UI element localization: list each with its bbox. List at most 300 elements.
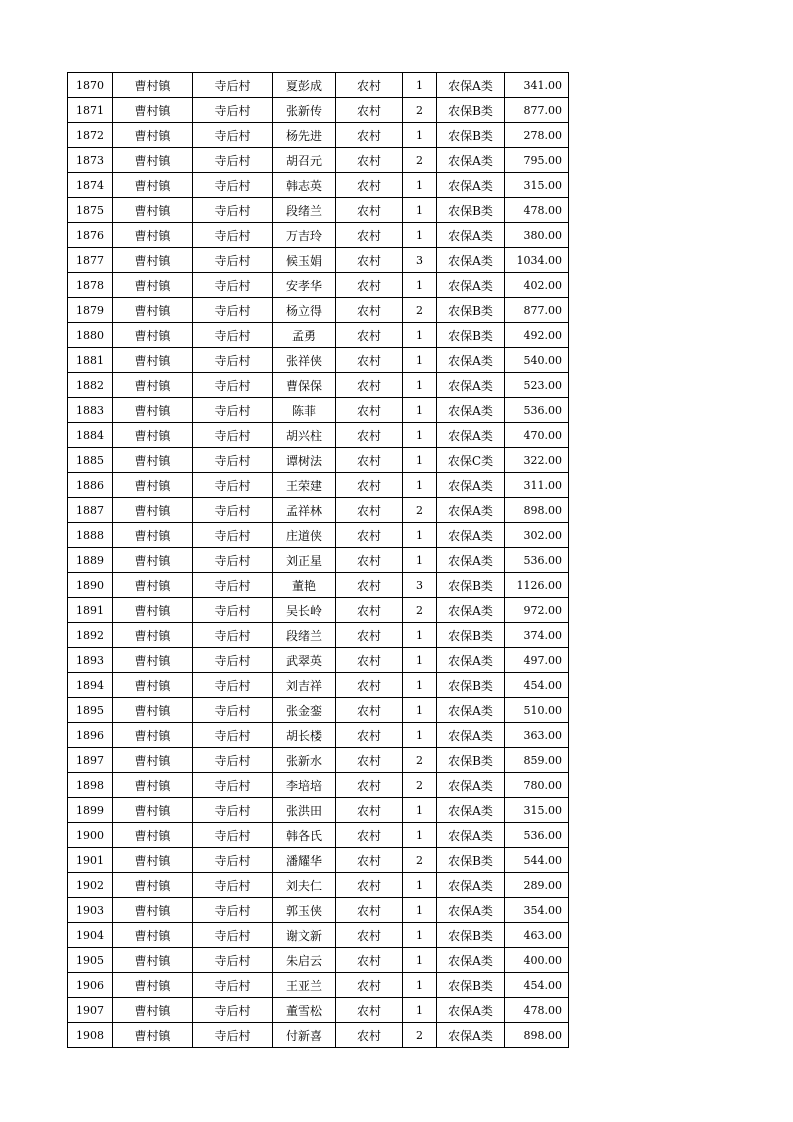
table-row (68, 748, 569, 773)
amount-cell: 859.00 (505, 748, 569, 773)
row-id-cell: 1871 (68, 98, 113, 123)
town-cell: 曹村镇 (113, 248, 193, 273)
village-cell: 寺后村 (193, 348, 273, 373)
amount-cell: 315.00 (505, 173, 569, 198)
insurance-category-cell: 农保A类 (437, 148, 505, 173)
person-name-cell: 孟祥林 (273, 498, 336, 523)
village-cell: 寺后村 (193, 998, 273, 1023)
village-cell: 寺后村 (193, 548, 273, 573)
household-count-cell: 1 (403, 873, 437, 898)
insurance-category-cell: 农保B类 (437, 973, 505, 998)
table-row (68, 123, 569, 148)
row-id-cell: 1895 (68, 698, 113, 723)
town-cell: 曹村镇 (113, 773, 193, 798)
insurance-category-cell: 农保A类 (437, 523, 505, 548)
village-cell: 寺后村 (193, 523, 273, 548)
household-count-cell: 1 (403, 623, 437, 648)
table-row (68, 523, 569, 548)
area-type-cell: 农村 (336, 373, 403, 398)
village-cell: 寺后村 (193, 723, 273, 748)
amount-cell: 463.00 (505, 923, 569, 948)
amount-cell: 454.00 (505, 673, 569, 698)
insurance-category-cell: 农保A类 (437, 223, 505, 248)
insurance-category-cell: 农保A类 (437, 498, 505, 523)
row-id-cell: 1892 (68, 623, 113, 648)
row-id-cell: 1887 (68, 498, 113, 523)
area-type-cell: 农村 (336, 698, 403, 723)
row-id-cell: 1896 (68, 723, 113, 748)
household-count-cell: 3 (403, 573, 437, 598)
town-cell: 曹村镇 (113, 648, 193, 673)
table-row (68, 223, 569, 248)
row-id-cell: 1886 (68, 473, 113, 498)
insurance-category-cell: 农保A类 (437, 873, 505, 898)
household-count-cell: 1 (403, 223, 437, 248)
town-cell: 曹村镇 (113, 848, 193, 873)
town-cell: 曹村镇 (113, 473, 193, 498)
town-cell: 曹村镇 (113, 148, 193, 173)
village-cell: 寺后村 (193, 623, 273, 648)
amount-cell: 311.00 (505, 473, 569, 498)
amount-cell: 400.00 (505, 948, 569, 973)
insurance-category-cell: 农保B类 (437, 123, 505, 148)
insurance-category-cell: 农保A类 (437, 423, 505, 448)
table-row (68, 398, 569, 423)
table-row (68, 248, 569, 273)
area-type-cell: 农村 (336, 948, 403, 973)
area-type-cell: 农村 (336, 423, 403, 448)
household-count-cell: 1 (403, 273, 437, 298)
amount-cell: 536.00 (505, 548, 569, 573)
person-name-cell: 武翠英 (273, 648, 336, 673)
household-count-cell: 1 (403, 998, 437, 1023)
amount-cell: 374.00 (505, 623, 569, 648)
area-type-cell: 农村 (336, 998, 403, 1023)
table-row (68, 148, 569, 173)
insurance-category-cell: 农保A类 (437, 548, 505, 573)
town-cell: 曹村镇 (113, 448, 193, 473)
area-type-cell: 农村 (336, 523, 403, 548)
row-id-cell: 1904 (68, 923, 113, 948)
person-name-cell: 安孝华 (273, 273, 336, 298)
insurance-category-cell: 农保A类 (437, 723, 505, 748)
village-cell: 寺后村 (193, 848, 273, 873)
area-type-cell: 农村 (336, 848, 403, 873)
table-row (68, 498, 569, 523)
row-id-cell: 1893 (68, 648, 113, 673)
row-id-cell: 1874 (68, 173, 113, 198)
table-row (68, 673, 569, 698)
area-type-cell: 农村 (336, 323, 403, 348)
amount-cell: 478.00 (505, 198, 569, 223)
person-name-cell: 刘夫仁 (273, 873, 336, 898)
row-id-cell: 1905 (68, 948, 113, 973)
village-cell: 寺后村 (193, 398, 273, 423)
table-row (68, 198, 569, 223)
household-count-cell: 2 (403, 98, 437, 123)
area-type-cell: 农村 (336, 973, 403, 998)
household-count-cell: 2 (403, 773, 437, 798)
household-count-cell: 1 (403, 373, 437, 398)
area-type-cell: 农村 (336, 1023, 403, 1048)
town-cell: 曹村镇 (113, 523, 193, 548)
area-type-cell: 农村 (336, 873, 403, 898)
amount-cell: 322.00 (505, 448, 569, 473)
insurance-category-cell: 农保B类 (437, 298, 505, 323)
table-row (68, 723, 569, 748)
table-row (68, 648, 569, 673)
person-name-cell: 董雪松 (273, 998, 336, 1023)
village-cell: 寺后村 (193, 98, 273, 123)
household-count-cell: 1 (403, 448, 437, 473)
table-row (68, 773, 569, 798)
row-id-cell: 1877 (68, 248, 113, 273)
person-name-cell: 段绪兰 (273, 198, 336, 223)
town-cell: 曹村镇 (113, 198, 193, 223)
household-count-cell: 2 (403, 598, 437, 623)
person-name-cell: 吴长岭 (273, 598, 336, 623)
person-name-cell: 王亚兰 (273, 973, 336, 998)
amount-cell: 536.00 (505, 398, 569, 423)
table-row (68, 348, 569, 373)
area-type-cell: 农村 (336, 598, 403, 623)
row-id-cell: 1873 (68, 148, 113, 173)
insurance-category-cell: 农保B类 (437, 98, 505, 123)
village-cell: 寺后村 (193, 448, 273, 473)
amount-cell: 898.00 (505, 498, 569, 523)
area-type-cell: 农村 (336, 223, 403, 248)
person-name-cell: 刘正星 (273, 548, 336, 573)
person-name-cell: 庄道侠 (273, 523, 336, 548)
amount-cell: 492.00 (505, 323, 569, 348)
town-cell: 曹村镇 (113, 923, 193, 948)
village-cell: 寺后村 (193, 248, 273, 273)
insurance-category-cell: 农保A类 (437, 798, 505, 823)
person-name-cell: 张祥侠 (273, 348, 336, 373)
table-row (68, 873, 569, 898)
area-type-cell: 农村 (336, 498, 403, 523)
person-name-cell: 万吉玲 (273, 223, 336, 248)
insurance-category-cell: 农保A类 (437, 373, 505, 398)
person-name-cell: 付新喜 (273, 1023, 336, 1048)
insurance-category-cell: 农保A类 (437, 1023, 505, 1048)
insurance-category-cell: 农保B类 (437, 573, 505, 598)
town-cell: 曹村镇 (113, 223, 193, 248)
household-count-cell: 1 (403, 548, 437, 573)
village-cell: 寺后村 (193, 498, 273, 523)
amount-cell: 540.00 (505, 348, 569, 373)
household-count-cell: 1 (403, 173, 437, 198)
table-row (68, 298, 569, 323)
insurance-category-cell: 农保A类 (437, 73, 505, 98)
area-type-cell: 农村 (336, 73, 403, 98)
insurance-category-cell: 农保A类 (437, 773, 505, 798)
amount-cell: 278.00 (505, 123, 569, 148)
town-cell: 曹村镇 (113, 873, 193, 898)
person-name-cell: 段绪兰 (273, 623, 336, 648)
table-row (68, 623, 569, 648)
town-cell: 曹村镇 (113, 323, 193, 348)
amount-cell: 877.00 (505, 298, 569, 323)
insurance-category-cell: 农保A类 (437, 248, 505, 273)
household-count-cell: 1 (403, 698, 437, 723)
person-name-cell: 刘吉祥 (273, 673, 336, 698)
village-cell: 寺后村 (193, 323, 273, 348)
row-id-cell: 1899 (68, 798, 113, 823)
row-id-cell: 1908 (68, 1023, 113, 1048)
area-type-cell: 农村 (336, 298, 403, 323)
town-cell: 曹村镇 (113, 573, 193, 598)
area-type-cell: 农村 (336, 748, 403, 773)
village-cell: 寺后村 (193, 73, 273, 98)
amount-cell: 1126.00 (505, 573, 569, 598)
table-row (68, 948, 569, 973)
town-cell: 曹村镇 (113, 798, 193, 823)
village-cell: 寺后村 (193, 748, 273, 773)
area-type-cell: 农村 (336, 623, 403, 648)
area-type-cell: 农村 (336, 473, 403, 498)
person-name-cell: 胡兴柱 (273, 423, 336, 448)
row-id-cell: 1894 (68, 673, 113, 698)
area-type-cell: 农村 (336, 648, 403, 673)
person-name-cell: 胡召元 (273, 148, 336, 173)
row-id-cell: 1902 (68, 873, 113, 898)
household-count-cell: 1 (403, 198, 437, 223)
person-name-cell: 韩志英 (273, 173, 336, 198)
amount-cell: 523.00 (505, 373, 569, 398)
person-name-cell: 王荣建 (273, 473, 336, 498)
insurance-category-cell: 农保B类 (437, 623, 505, 648)
amount-cell: 510.00 (505, 698, 569, 723)
area-type-cell: 农村 (336, 448, 403, 473)
town-cell: 曹村镇 (113, 998, 193, 1023)
table-row (68, 548, 569, 573)
person-name-cell: 陈菲 (273, 398, 336, 423)
village-cell: 寺后村 (193, 148, 273, 173)
table-row (68, 423, 569, 448)
area-type-cell: 农村 (336, 273, 403, 298)
row-id-cell: 1889 (68, 548, 113, 573)
person-name-cell: 张新传 (273, 98, 336, 123)
insurance-category-cell: 农保B类 (437, 198, 505, 223)
row-id-cell: 1882 (68, 373, 113, 398)
area-type-cell: 农村 (336, 573, 403, 598)
area-type-cell: 农村 (336, 248, 403, 273)
household-count-cell: 1 (403, 123, 437, 148)
row-id-cell: 1875 (68, 198, 113, 223)
area-type-cell: 农村 (336, 348, 403, 373)
area-type-cell: 农村 (336, 398, 403, 423)
table-row (68, 173, 569, 198)
town-cell: 曹村镇 (113, 548, 193, 573)
household-count-cell: 2 (403, 298, 437, 323)
town-cell: 曹村镇 (113, 623, 193, 648)
insurance-category-cell: 农保B类 (437, 923, 505, 948)
village-cell: 寺后村 (193, 973, 273, 998)
area-type-cell: 农村 (336, 673, 403, 698)
row-id-cell: 1898 (68, 773, 113, 798)
village-cell: 寺后村 (193, 873, 273, 898)
person-name-cell: 朱启云 (273, 948, 336, 973)
table-row (68, 98, 569, 123)
amount-cell: 454.00 (505, 973, 569, 998)
amount-cell: 497.00 (505, 648, 569, 673)
amount-cell: 544.00 (505, 848, 569, 873)
town-cell: 曹村镇 (113, 348, 193, 373)
person-name-cell: 张洪田 (273, 798, 336, 823)
area-type-cell: 农村 (336, 173, 403, 198)
table-row (68, 998, 569, 1023)
insurance-category-cell: 农保B类 (437, 673, 505, 698)
amount-cell: 354.00 (505, 898, 569, 923)
village-cell: 寺后村 (193, 123, 273, 148)
table-row (68, 598, 569, 623)
town-cell: 曹村镇 (113, 498, 193, 523)
row-id-cell: 1872 (68, 123, 113, 148)
village-cell: 寺后村 (193, 898, 273, 923)
village-cell: 寺后村 (193, 198, 273, 223)
amount-cell: 877.00 (505, 98, 569, 123)
town-cell: 曹村镇 (113, 398, 193, 423)
town-cell: 曹村镇 (113, 273, 193, 298)
household-count-cell: 1 (403, 798, 437, 823)
amount-cell: 315.00 (505, 798, 569, 823)
insurance-category-cell: 农保B类 (437, 748, 505, 773)
town-cell: 曹村镇 (113, 698, 193, 723)
table-row (68, 823, 569, 848)
person-name-cell: 孟勇 (273, 323, 336, 348)
amount-cell: 780.00 (505, 773, 569, 798)
town-cell: 曹村镇 (113, 98, 193, 123)
row-id-cell: 1880 (68, 323, 113, 348)
insurance-category-cell: 农保A类 (437, 173, 505, 198)
person-name-cell: 李培培 (273, 773, 336, 798)
row-id-cell: 1879 (68, 298, 113, 323)
town-cell: 曹村镇 (113, 1023, 193, 1048)
village-cell: 寺后村 (193, 473, 273, 498)
village-cell: 寺后村 (193, 1023, 273, 1048)
town-cell: 曹村镇 (113, 898, 193, 923)
row-id-cell: 1888 (68, 523, 113, 548)
row-id-cell: 1891 (68, 598, 113, 623)
table-row (68, 973, 569, 998)
area-type-cell: 农村 (336, 923, 403, 948)
household-count-cell: 1 (403, 73, 437, 98)
insurance-category-cell: 农保A类 (437, 998, 505, 1023)
table-row (68, 1023, 569, 1048)
village-cell: 寺后村 (193, 698, 273, 723)
household-count-cell: 3 (403, 248, 437, 273)
household-count-cell: 1 (403, 973, 437, 998)
amount-cell: 1034.00 (505, 248, 569, 273)
roster-table (67, 72, 569, 1048)
village-cell: 寺后村 (193, 373, 273, 398)
row-id-cell: 1901 (68, 848, 113, 873)
row-id-cell: 1881 (68, 348, 113, 373)
village-cell: 寺后村 (193, 573, 273, 598)
person-name-cell: 杨立得 (273, 298, 336, 323)
table-row (68, 573, 569, 598)
person-name-cell: 候玉娟 (273, 248, 336, 273)
insurance-category-cell: 农保A类 (437, 648, 505, 673)
village-cell: 寺后村 (193, 948, 273, 973)
table-row (68, 923, 569, 948)
household-count-cell: 1 (403, 898, 437, 923)
village-cell: 寺后村 (193, 823, 273, 848)
row-id-cell: 1897 (68, 748, 113, 773)
amount-cell: 470.00 (505, 423, 569, 448)
town-cell: 曹村镇 (113, 298, 193, 323)
village-cell: 寺后村 (193, 598, 273, 623)
insurance-category-cell: 农保A类 (437, 273, 505, 298)
person-name-cell: 胡长楼 (273, 723, 336, 748)
household-count-cell: 2 (403, 498, 437, 523)
household-count-cell: 1 (403, 473, 437, 498)
village-cell: 寺后村 (193, 648, 273, 673)
insurance-category-cell: 农保A类 (437, 698, 505, 723)
row-id-cell: 1885 (68, 448, 113, 473)
row-id-cell: 1883 (68, 398, 113, 423)
row-id-cell: 1903 (68, 898, 113, 923)
area-type-cell: 农村 (336, 548, 403, 573)
insurance-category-cell: 农保A类 (437, 598, 505, 623)
person-name-cell: 张新水 (273, 748, 336, 773)
person-name-cell: 潘耀华 (273, 848, 336, 873)
row-id-cell: 1890 (68, 573, 113, 598)
person-name-cell: 张金銮 (273, 698, 336, 723)
town-cell: 曹村镇 (113, 123, 193, 148)
amount-cell: 302.00 (505, 523, 569, 548)
person-name-cell: 谭树法 (273, 448, 336, 473)
village-cell: 寺后村 (193, 798, 273, 823)
village-cell: 寺后村 (193, 673, 273, 698)
area-type-cell: 农村 (336, 723, 403, 748)
table-row (68, 73, 569, 98)
insurance-category-cell: 农保A类 (437, 473, 505, 498)
row-id-cell: 1906 (68, 973, 113, 998)
amount-cell: 972.00 (505, 598, 569, 623)
area-type-cell: 农村 (336, 98, 403, 123)
household-count-cell: 1 (403, 348, 437, 373)
insurance-category-cell: 农保A类 (437, 398, 505, 423)
household-count-cell: 2 (403, 748, 437, 773)
household-count-cell: 1 (403, 923, 437, 948)
town-cell: 曹村镇 (113, 673, 193, 698)
person-name-cell: 杨先进 (273, 123, 336, 148)
table-row (68, 273, 569, 298)
town-cell: 曹村镇 (113, 748, 193, 773)
insurance-category-cell: 农保A类 (437, 823, 505, 848)
row-id-cell: 1884 (68, 423, 113, 448)
table-row (68, 448, 569, 473)
row-id-cell: 1900 (68, 823, 113, 848)
amount-cell: 898.00 (505, 1023, 569, 1048)
insurance-category-cell: 农保B类 (437, 323, 505, 348)
table-row (68, 473, 569, 498)
household-count-cell: 2 (403, 848, 437, 873)
person-name-cell: 董艳 (273, 573, 336, 598)
amount-cell: 363.00 (505, 723, 569, 748)
village-cell: 寺后村 (193, 273, 273, 298)
person-name-cell: 韩各氏 (273, 823, 336, 848)
village-cell: 寺后村 (193, 773, 273, 798)
person-name-cell: 夏彭成 (273, 73, 336, 98)
town-cell: 曹村镇 (113, 598, 193, 623)
area-type-cell: 农村 (336, 898, 403, 923)
area-type-cell: 农村 (336, 823, 403, 848)
amount-cell: 478.00 (505, 998, 569, 1023)
area-type-cell: 农村 (336, 148, 403, 173)
